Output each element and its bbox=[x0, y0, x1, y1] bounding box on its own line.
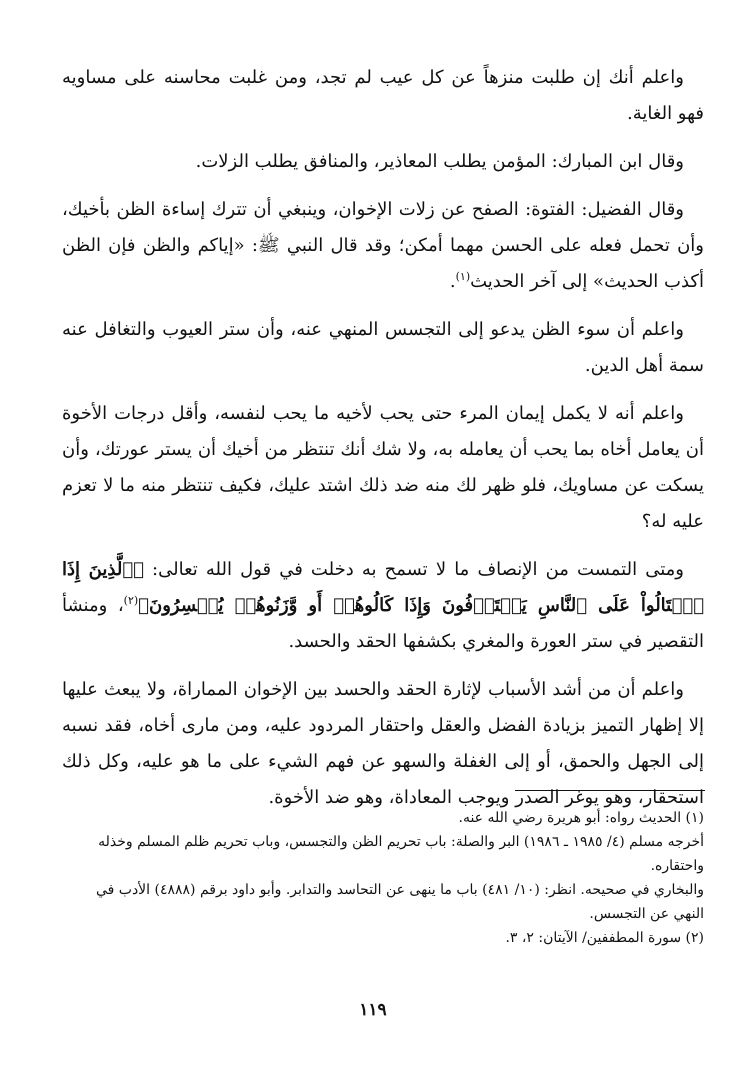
paragraph-1: واعلم أنك إن طلبت منزهاً عن كل عيب لم تجد، ومن غلبت محاسنه على مساويه فهو الغاية. bbox=[62, 67, 704, 124]
paragraph-4: واعلم أن سوء الظن يدعو إلى التجسس المنهي عنه، وأن ستر العيوب والتغافل عنه سمة أهل الدين. bbox=[62, 319, 704, 376]
paragraph-3: وقال الفضيل: الفتوة: الصفح عن زلات الإخوان، وينبغي أن تترك إساءة الظن بأخيك، وأن تحمل فعله على الحسن مهما أمكن؛ وقد قال النبي ﷺ: «إياكم والظن فإن الظن أكذب الحديث» إلى آخر الحديث$^{(١)}$. bbox=[62, 199, 704, 292]
footnote-1-source-a: أخرجه مسلم (٤/ ١٩٨٥ ـ ١٩٨٦) البر والصلة: باب تحريم الظن والتجسس، وباب تحريم ظلم المسلم وخذله واحتقاره. bbox=[98, 834, 704, 874]
footnote-ref-2: (٢) bbox=[123, 594, 139, 607]
page-number: ١١٩ bbox=[359, 1000, 387, 1020]
main-text bbox=[62, 60, 704, 828]
paragraph-2: وقال ابن المبارك: المؤمن يطلب المعاذير، والمنافق يطلب الزلات. bbox=[195, 151, 684, 172]
footnotes bbox=[62, 806, 704, 950]
quran-intro: ومتى التمست من الإنصاف ما لا تسمح به دخلت في قول الله تعالى: bbox=[143, 559, 684, 580]
footnote-divider bbox=[515, 790, 705, 791]
footnote-1-source-b: والبخاري في صحيحه. انظر: (١٠/ ٤٨١) باب ما ينهى عن التحاسد والتدابر. وأبو داود برقم (٤٨٨٨) الأدب في النهي عن التجسس. bbox=[95, 882, 704, 922]
quran-verse: ﴿ٱلَّذِينَ إِذَا ٱكۡتَالُواْ عَلَى ٱلنَّاسِ يَسۡتَوۡفُونَ وَإِذَا كَالُوهُمۡ أَو وَّزَنُوهُمۡ يُخۡسِرُونَ﴾ bbox=[62, 559, 704, 616]
footnote-1: (١) الحديث رواه: أبو هريرة رضي الله عنه. bbox=[458, 810, 704, 826]
quran-after: ، ومنشأ التقصير في ستر العورة والمغري بكشفها الحقد والحسد. bbox=[62, 595, 704, 652]
footnote-ref-1: (١) bbox=[455, 270, 471, 283]
footnote-2: (٢) سورة المطففين/ الآيتان: ٢، ٣. bbox=[505, 930, 704, 946]
paragraph-3-text: وقال الفضيل: الفتوة: الصفح عن زلات الإخوان، وينبغي أن تترك إساءة الظن بأخيك، وأن تحمل فعله على الحسن مهما أمكن؛ وقد قال النبي ﷺ: «إياكم والظن فإن الظن أكذب الحديث» إلى آخر الحديث bbox=[62, 199, 704, 292]
paragraph-7: واعلم أن من أشد الأسباب لإثارة الحقد والحسد بين الإخوان المماراة، ولا يبعث عليها إلا إظهار التميز بزيادة الفضل والعقل واحتقار المردود عليه، ومن مارى أخاه، فقد نسبه إلى الجهل والحمق، أو إلى الغفلة والسهو عن فهم الشيء على ما هو عليه، وكل ذلك استحقار، وهو يوغر الصدر ويوجب المعاداة، وهو ضد الأخوة. bbox=[62, 679, 704, 808]
paragraph-6 bbox=[62, 552, 704, 660]
paragraph-5: واعلم أنه لا يكمل إيمان المرء حتى يحب لأخيه ما يحب لنفسه، وأقل درجات الأخوة أن يعامل أخاه بما يحب أن يعامله به، ولا شك أنك تنتظر من أخيك أن يستر عورتك، وأن يسكت عن مساويك، فلو ظهر لك منه ضد ذلك اشتد عليك، فكيف تنتظر منه ما لا تعزم عليه له؟ bbox=[62, 403, 704, 532]
